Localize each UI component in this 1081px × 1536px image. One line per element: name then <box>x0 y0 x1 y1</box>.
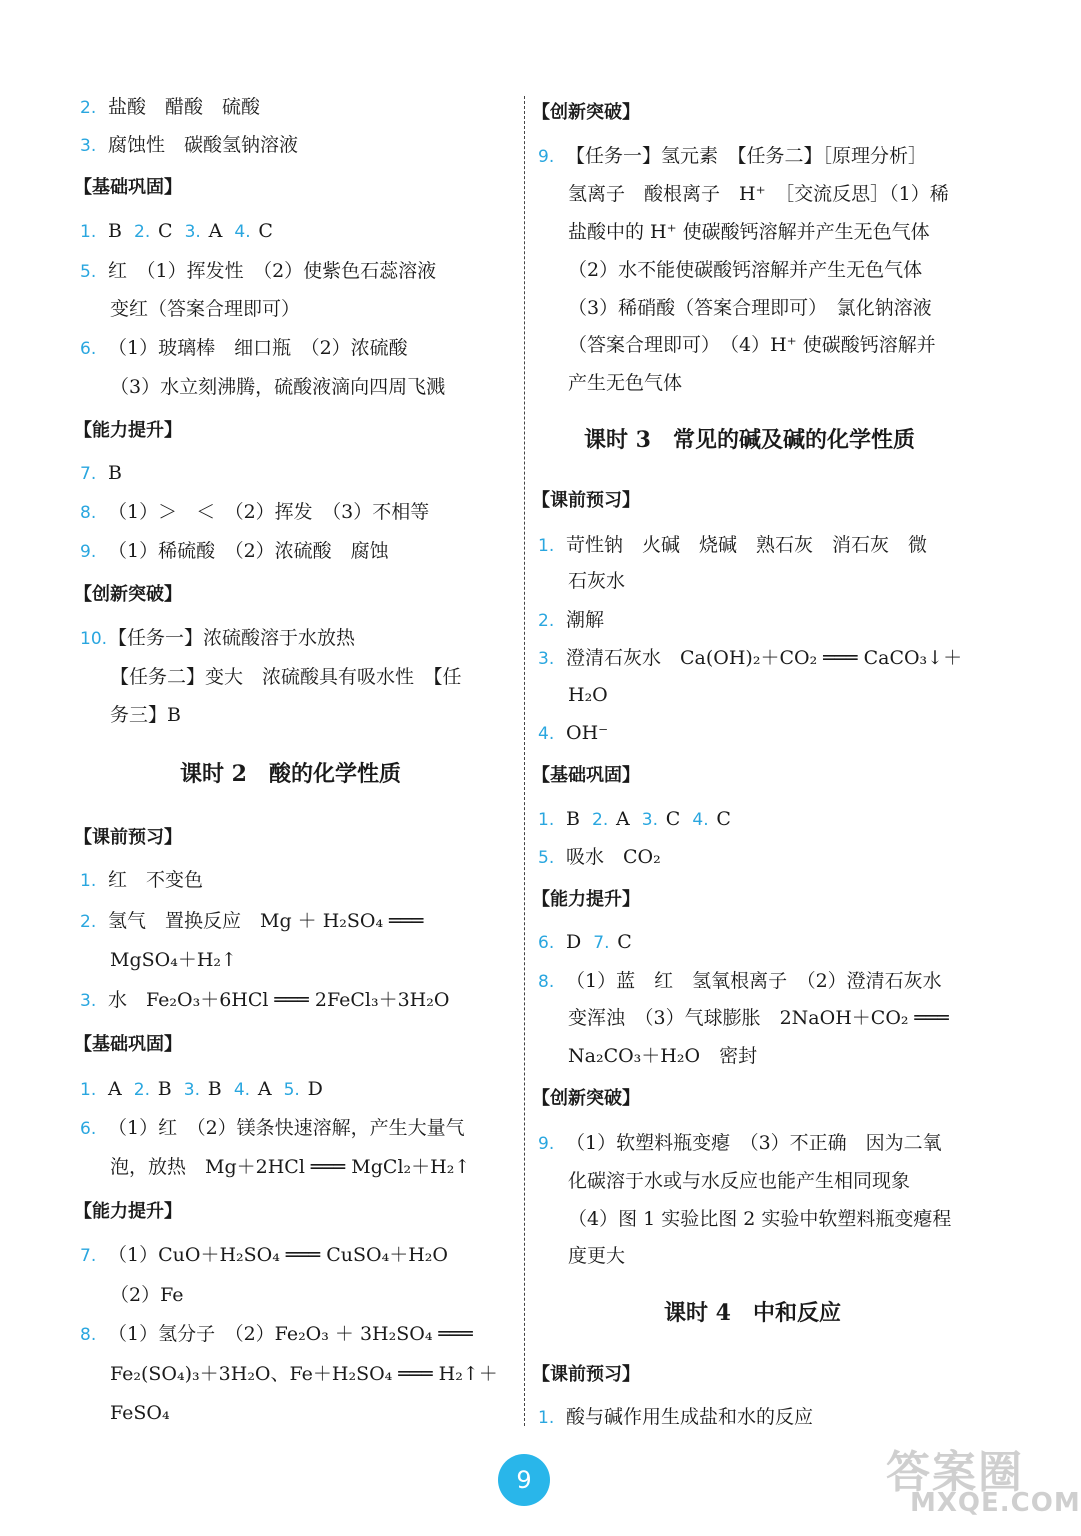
lesson-title: 课时 4 中和反应 <box>664 1300 841 1326</box>
answer-line: 2. 盐酸 醋酸 硫酸 <box>80 96 261 118</box>
answer-line: 1. B 2. C 3. A 4. C <box>80 220 273 242</box>
answer-line: 3. 水 Fe₂O₃＋6HCl ═══ 2FeCl₃＋3H₂O <box>80 989 450 1011</box>
answer-line: 化碳溶于水或与水反应也能产生相同现象 <box>568 1170 911 1192</box>
answer-line: 6. （1）玻璃棒 细口瓶 （2）浓硫酸 <box>80 337 408 359</box>
section-heading: 【基础巩固】 <box>532 765 640 786</box>
answer-line: 5. 红 （1）挥发性 （2）使紫色石蕊溶液 <box>80 260 437 282</box>
section-heading: 【创新突破】 <box>532 1088 640 1109</box>
answer-line: 9. 【任务一】氢元素 【任务二】［原理分析］ <box>538 145 928 167</box>
answer-line: 2. 潮解 <box>538 609 605 631</box>
answer-line: 3. 腐蚀性 碳酸氢钠溶液 <box>80 134 299 156</box>
answer-line: 9. （1）软塑料瓶变瘪 （3）不正确 因为二氧 <box>538 1132 942 1154</box>
section-heading: 【创新突破】 <box>74 584 182 605</box>
answer-line: Na₂CO₃＋H₂O 密封 <box>568 1045 758 1067</box>
answer-line: 产生无色气体 <box>568 372 683 394</box>
answer-line: 1. 苛性钠 火碱 烧碱 熟石灰 消石灰 微 <box>538 534 928 556</box>
answer-line: 5. 吸水 CO₂ <box>538 846 661 868</box>
section-heading: 【课前预习】 <box>532 1364 640 1385</box>
answer-line: （2）水不能使碳酸钙溶解并产生无色气体 <box>568 259 923 281</box>
answer-line: 泡，放热 Mg＋2HCl ═══ MgCl₂＋H₂↑ <box>110 1156 471 1178</box>
section-heading: 【课前预习】 <box>532 490 640 511</box>
answer-line: 盐酸中的 H⁺ 使碳酸钙溶解并产生无色气体 <box>568 221 930 243</box>
answer-line: 8. （1）蓝 红 氢氧根离子 （2）澄清石灰水 <box>538 970 942 992</box>
answer-line: （4）图 1 实验比图 2 实验中软塑料瓶变瘪程 <box>568 1208 952 1230</box>
column-divider <box>524 96 525 1426</box>
section-heading: 【基础巩固】 <box>74 177 182 198</box>
answer-line: 石灰水 <box>568 570 626 592</box>
section-heading: 【能力提升】 <box>532 889 640 910</box>
answer-line: 8. （1）氢分子 （2）Fe₂O₃ ＋ 3H₂SO₄ ═══ <box>80 1323 473 1345</box>
watermark-text: 答案圈 <box>886 1447 1024 1498</box>
answer-line: 3. 澄清石灰水 Ca(OH)₂＋CO₂ ═══ CaCO₃↓＋ <box>538 647 963 669</box>
answer-line: 1. 酸与碱作用生成盐和水的反应 <box>538 1406 814 1428</box>
answer-line: 9. （1）稀硫酸 （2）浓硫酸 腐蚀 <box>80 540 389 562</box>
answer-line: 10.【任务一】浓硫酸溶于水放热 <box>80 627 356 649</box>
answer-line: 【任务二】变大 浓硫酸具有吸水性 【任 <box>110 666 462 688</box>
answer-line: 7. B <box>80 462 122 484</box>
answer-line: FeSO₄ <box>110 1402 170 1424</box>
answer-line: （3）水立刻沸腾，硫酸液滴向四周飞溅 <box>110 376 446 398</box>
lesson-title: 课时 2 酸的化学性质 <box>180 761 401 787</box>
answer-line: 6. （1）红 （2）镁条快速溶解，产生大量气 <box>80 1117 465 1139</box>
lesson-title: 课时 3 常见的碱及碱的化学性质 <box>584 427 915 453</box>
answer-line: 1. A 2. B 3. B 4. A 5. D <box>80 1078 323 1100</box>
answer-line: MgSO₄＋H₂↑ <box>110 949 237 971</box>
answer-line: 变红（答案合理即可） <box>110 298 301 320</box>
answer-line: （2）Fe <box>110 1284 184 1306</box>
page-number: 9 <box>498 1454 550 1506</box>
answer-line: Fe₂(SO₄)₃＋3H₂O、Fe＋H₂SO₄ ═══ H₂↑＋ <box>110 1363 498 1385</box>
answer-line: 1. 红 不变色 <box>80 869 204 891</box>
section-heading: 【基础巩固】 <box>74 1034 182 1055</box>
answer-line: 6. D 7. C <box>538 931 632 953</box>
answer-line: 4. OH⁻ <box>538 722 609 744</box>
answer-line: 务三】B <box>110 704 181 726</box>
section-heading: 【能力提升】 <box>74 1201 182 1222</box>
answer-line: （答案合理即可） （4）H⁺ 使碳酸钙溶解并 <box>568 334 936 356</box>
answer-line: 变浑浊 （3）气球膨胀 2NaOH＋CO₂ ═══ <box>568 1007 949 1029</box>
watermark-logo <box>880 1436 1081 1526</box>
watermark-url: MXQE.COM <box>910 1488 1081 1518</box>
section-heading: 【创新突破】 <box>532 102 640 123</box>
answer-line: （3）稀硝酸（答案合理即可） 氯化钠溶液 <box>568 297 932 319</box>
answer-line: 氢离子 酸根离子 H⁺ ［交流反思］（1）稀 <box>568 183 949 205</box>
answer-line: 度更大 <box>568 1245 626 1267</box>
answer-line: 8. （1）＞ ＜ （2）挥发 （3）不相等 <box>80 501 430 523</box>
section-heading: 【能力提升】 <box>74 420 182 441</box>
answer-line: 1. B 2. A 3. C 4. C <box>538 808 731 830</box>
section-heading: 【课前预习】 <box>74 827 182 848</box>
answer-line: 7. （1）CuO＋H₂SO₄ ═══ CuSO₄＋H₂O <box>80 1244 448 1266</box>
answer-line: 2. 氢气 置换反应 Mg ＋ H₂SO₄ ═══ <box>80 910 424 932</box>
answer-line: H₂O <box>568 684 608 706</box>
